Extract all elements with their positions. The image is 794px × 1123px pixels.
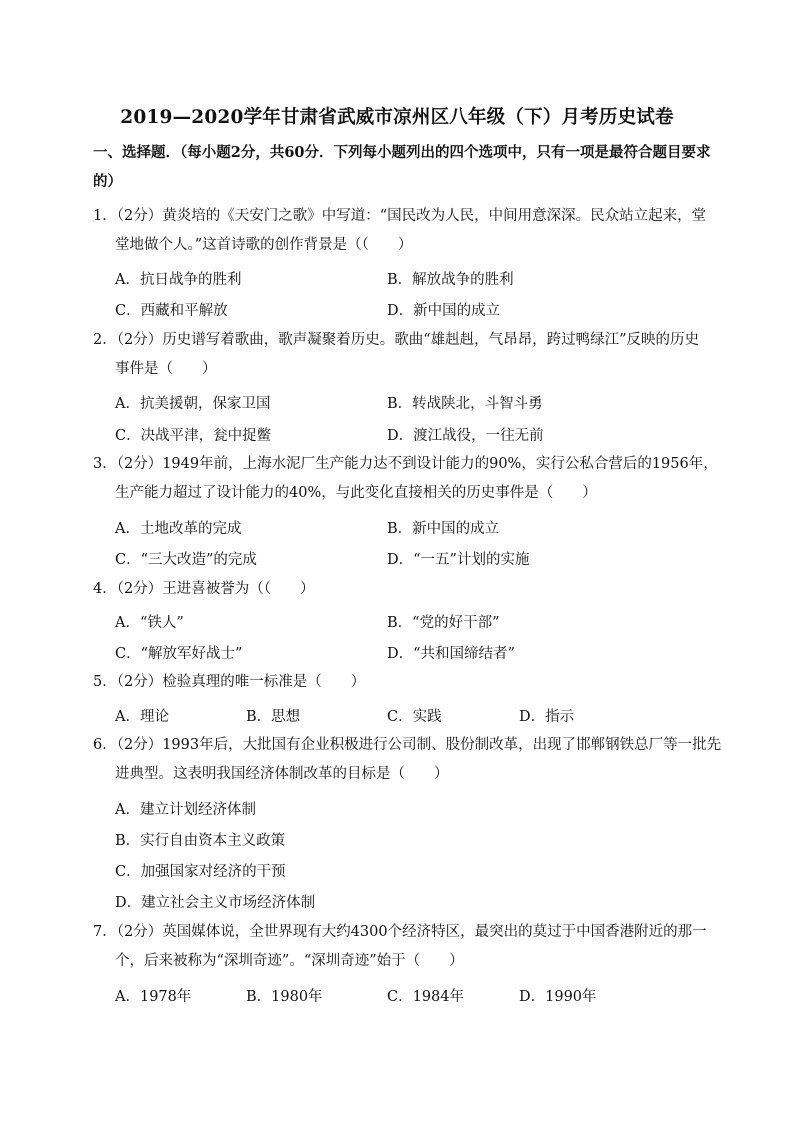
question-6-option-c: C．加强国家对经济的干预: [115, 864, 286, 880]
question-2-stem-line-1: 2．（2分）历史谱写着歌曲，歌声凝聚着历史。歌曲“雄赳赳，气昂昂，跨过鸭绿江”反映的历史: [93, 332, 700, 348]
question-6-option-d: D．建立社会主义市场经济体制: [115, 895, 316, 911]
question-1-option-c: C．西藏和平解放: [115, 303, 228, 319]
question-5-option-d: D．指示: [519, 709, 575, 725]
question-3-option-b: B．新中国的成立: [387, 521, 500, 537]
question-5-stem-line-1: 5．（2分）检验真理的唯一标准是（ ）: [93, 674, 366, 690]
question-2-option-b: B．转战陕北，斗智斗勇: [387, 396, 543, 412]
question-4-option-a: A．“铁人”: [115, 615, 184, 631]
question-1-option-d: D．新中国的成立: [387, 303, 501, 319]
question-3-stem-line-2: 生产能力超过了设计能力的40%，与此变化直接相关的历史事件是（ ）: [115, 485, 597, 501]
question-2-option-c: C．决战平津，瓮中捉鳖: [115, 428, 272, 444]
question-6: [93, 731, 722, 789]
exam-title: 2019—2020学年甘肃省武威市凉州区八年级（下）月考历史试卷: [120, 107, 674, 128]
question-5-option-c: C．实践: [387, 709, 442, 725]
question-5-option-a: A．理论: [115, 709, 169, 725]
question-3-stem-line-1: 3．（2分）1949年前，上海水泥厂生产能力达不到设计能力的90%，实行公私合营后的1956年，: [93, 456, 718, 472]
question-6-stem-line-1: 6．（2分）1993年后，大批国有企业积极进行公司制、股份制改革，出现了邯郸钢铁总厂等一批先: [93, 737, 722, 753]
question-1-option-b: B．解放战争的胜利: [387, 272, 514, 288]
question-7-stem-line-1: 7．（2分）英国媒体说，全世界现有大约4300个经济特区，最突出的莫过于中国香港附近的那一: [93, 924, 707, 940]
question-4: [93, 575, 705, 604]
question-6-option-b: B．实行自由资本主义政策: [115, 833, 286, 849]
section-header-line-2: 的）: [93, 173, 122, 190]
question-7: [93, 918, 705, 976]
question-1-stem-line-2: 堂地做个人。”这首诗歌的创作背景是（（ ）: [115, 237, 413, 253]
question-7-option-b: B．1980年: [246, 989, 323, 1005]
question-1-option-a: A．抗日战争的胜利: [115, 272, 242, 288]
section-header-line-1: 一、选择题．（每小题2分，共60分．下列每小题列出的四个选项中，只有一项是最符合题目要求: [93, 144, 711, 161]
question-7-option-c: C．1984年: [387, 989, 464, 1005]
question-5: [93, 668, 705, 697]
section-header: [93, 138, 713, 196]
question-4-option-d: D．“共和国缔结者”: [387, 646, 515, 662]
question-4-option-b: B．“党的好干部”: [387, 615, 500, 631]
question-3-option-c: C．“三大改造”的完成: [115, 552, 257, 568]
question-4-option-c: C．“解放军好战士”: [115, 646, 243, 662]
question-7-option-a: A．1978年: [115, 989, 192, 1005]
question-2-stem-line-2: 事件是（ ）: [115, 361, 217, 377]
question-6-option-a: A．建立计划经济体制: [115, 802, 256, 818]
question-2-option-d: D．渡江战役，一往无前: [387, 428, 544, 444]
question-2: [93, 326, 705, 384]
question-3-option-d: D．“一五”计划的实施: [387, 552, 530, 568]
question-3: [93, 450, 718, 508]
question-1-stem-line-1: 1．（2分）黄炎培的《天安门之歌》中写道：“国民改为人民，中间用意深深。民众站立起来，堂: [93, 208, 707, 224]
question-5-option-b: B．思想: [246, 709, 301, 725]
question-2-option-a: A．抗美援朝，保家卫国: [115, 396, 271, 412]
question-6-stem-line-2: 进典型。这表明我国经济体制改革的目标是（ ）: [115, 766, 449, 782]
question-7-option-d: D．1990年: [519, 989, 597, 1005]
question-7-stem-line-2: 个，后来被称为“深圳奇迹”。“深圳奇迹”始于（ ）: [115, 953, 464, 969]
question-4-stem-line-1: 4．（2分）王进喜被誉为（（ ）: [93, 581, 315, 597]
question-1: [93, 202, 705, 260]
question-3-option-a: A．土地改革的完成: [115, 521, 242, 537]
